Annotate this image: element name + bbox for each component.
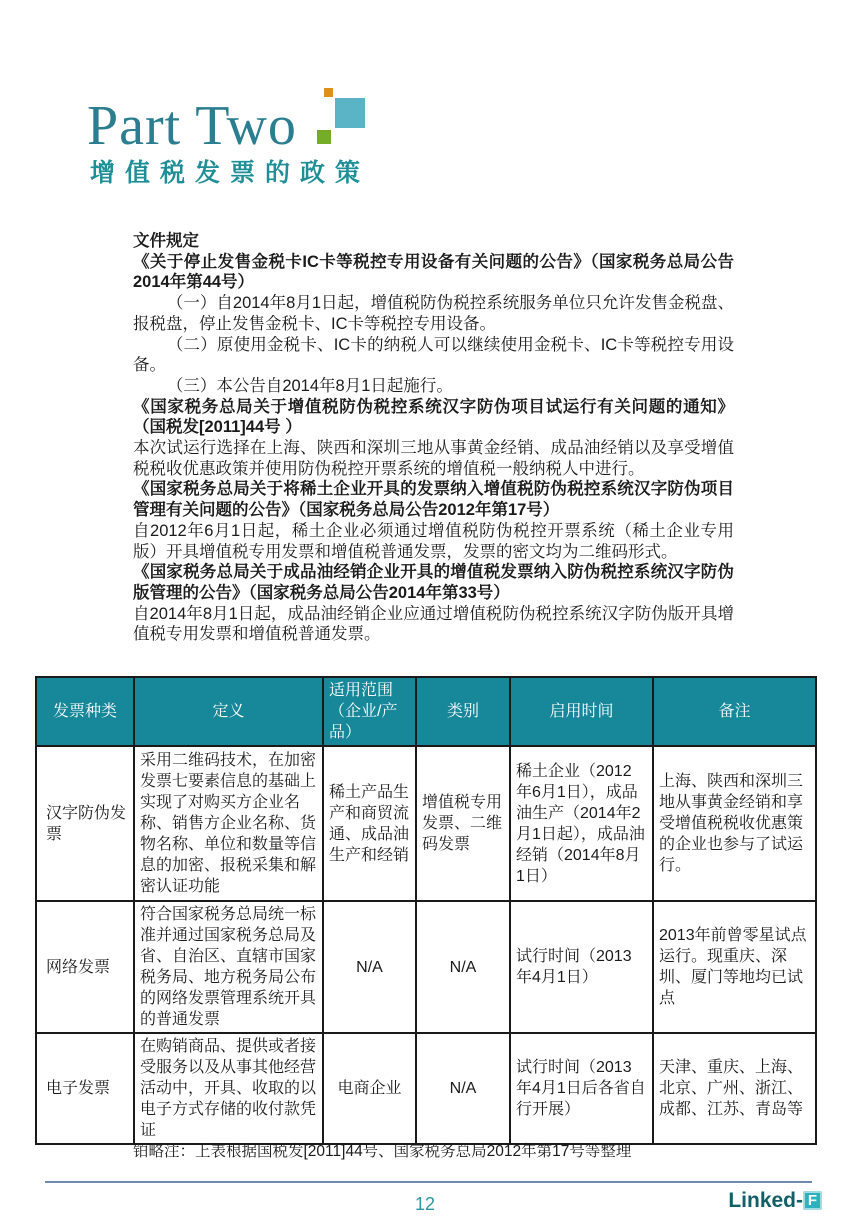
part-two-title: Part Two [87, 95, 297, 157]
cell-invoice-type: 汉字防伪发票 [36, 746, 134, 901]
doc-clause: （三）本公告自2014年8月1日起施行。 [166, 376, 453, 395]
cell-scope: 稀土产品生产和商贸流通、成品油生产和经销 [323, 746, 416, 901]
doc-title: 《国家税务总局关于成品油经销企业开具的增值税发票纳入防伪税控系统汉字防伪版管理的公告》（国家税务总局公告2014年第33号） [133, 563, 734, 602]
logo-f-icon: F [803, 1191, 822, 1210]
cell-remarks: 2013年前曾零星试点运行。现重庆、深圳、厦门等地均已试点 [653, 901, 816, 1033]
linked-f-logo [728, 1189, 822, 1213]
table-row [36, 901, 816, 1033]
cell-start-time: 稀土企业（2012年6月1日），成品油生产（2014年2月1日起），成品油经销（2014年8月1日） [510, 746, 653, 901]
col-header-remarks: 备注 [653, 677, 816, 746]
col-header-invoice-type: 发票种类 [36, 677, 134, 746]
decor-square-teal-icon [335, 98, 365, 128]
doc-paragraph: 自2014年8月1日起，成品油经销企业应通过增值税防伪税控系统汉字防伪版开具增值税专用发票和增值税普通发票。 [133, 604, 734, 644]
source-note: 铂略注：上表根据国税发[2011]44号、国家税务总局2012年第17号等整理 [133, 1143, 632, 1160]
table-row [36, 746, 816, 901]
cell-definition: 在购销商品、提供或者接受服务以及从事其他经营活动中，开具、收取的以电子方式存储的收付款凭证 [134, 1033, 323, 1144]
doc-title: 《国家税务总局关于将稀土企业开具的发票纳入增值税防伪税控系统汉字防伪项目管理有关问题的公告》（国家税务总局公告2012年第17号） [133, 480, 734, 520]
cell-start-time: 试行时间（2013年4月1日后各省自行开展） [510, 1033, 653, 1144]
col-header-start-time: 启用时间 [510, 677, 653, 746]
cell-invoice-type: 电子发票 [36, 1033, 134, 1144]
page-subtitle: 增值税发票的政策 [90, 159, 371, 187]
doc-paragraph: 本次试运行选择在上海、陕西和深圳三地从事黄金经销、成品油经销以及享受增值税税收优惠政策并使用防伪税控开票系统的增值税一般纳税人中进行。 [133, 439, 734, 478]
col-header-definition: 定义 [134, 677, 323, 746]
decor-square-green-icon [317, 130, 331, 144]
table-row [36, 1033, 816, 1144]
cell-definition: 符合国家税务总局统一标准并通过国家税务总局及省、自治区、直辖市国家税务局、地方税务局公布的网络发票管理系统开具的普通发票 [134, 901, 323, 1033]
page-number: 12 [414, 1194, 436, 1214]
cell-start-time: 试行时间（2013年4月1日） [510, 901, 653, 1033]
cell-scope: 电商企业 [323, 1033, 416, 1144]
invoice-types-table-wrap [35, 676, 815, 1145]
doc-clause: （二）原使用金税卡、IC卡的纳税人可以继续使用金税卡、IC卡等税控专用设备。 [133, 335, 734, 375]
cell-invoice-type: 网络发票 [36, 901, 134, 1033]
decor-square-orange-icon [324, 88, 333, 97]
invoice-types-table [35, 676, 817, 1145]
doc-paragraph: 自2012年6月1日起，稀土企业必须通过增值税防伪税控开票系统（稀土企业专用版）开具增值税专用发票和增值税普通发票，发票的密文均为二维码形式。 [133, 521, 734, 561]
cell-category: N/A [416, 901, 510, 1033]
cell-remarks: 上海、陕西和深圳三地从事黄金经销和享受增值税税收优惠策的企业也参与了试运行。 [653, 746, 816, 901]
footer-divider [45, 1181, 812, 1183]
table-header-row [36, 677, 816, 746]
cell-category: N/A [416, 1033, 510, 1144]
logo-text: Linked- [728, 1189, 803, 1212]
cell-remarks: 天津、重庆、上海、北京、广州、浙江、成都、江苏、青岛等 [653, 1033, 816, 1144]
col-header-category: 类别 [416, 677, 510, 746]
doc-title: 《关于停止发售金税卡IC卡等税控专用设备有关问题的公告》（国家税务总局公告2014年第44号） [133, 252, 734, 292]
doc-title: 《国家税务总局关于增值税防伪税控系统汉字防伪项目试运行有关问题的通知》（国税发[2011]44号 ） [133, 397, 734, 437]
body-heading: 文件规定 [133, 232, 199, 250]
regulation-text-block [133, 231, 734, 645]
cell-definition: 采用二维码技术，在加密发票七要素信息的基础上实现了对购买方企业名称、销售方企业名称、货物名称、单位和数量等信息的加密、报税采集和解密认证功能 [134, 746, 323, 901]
col-header-scope: 适用范围（企业/产品） [323, 677, 416, 746]
title-decoration [316, 86, 376, 148]
cell-scope: N/A [323, 901, 416, 1033]
doc-clause: （一）自2014年8月1日起，增值税防伪税控系统服务单位只允许发售金税盘、报税盘，停止发售金税卡、IC卡等税控专用设备。 [133, 294, 734, 333]
cell-category: 增值税专用发票、二维码发票 [416, 746, 510, 901]
